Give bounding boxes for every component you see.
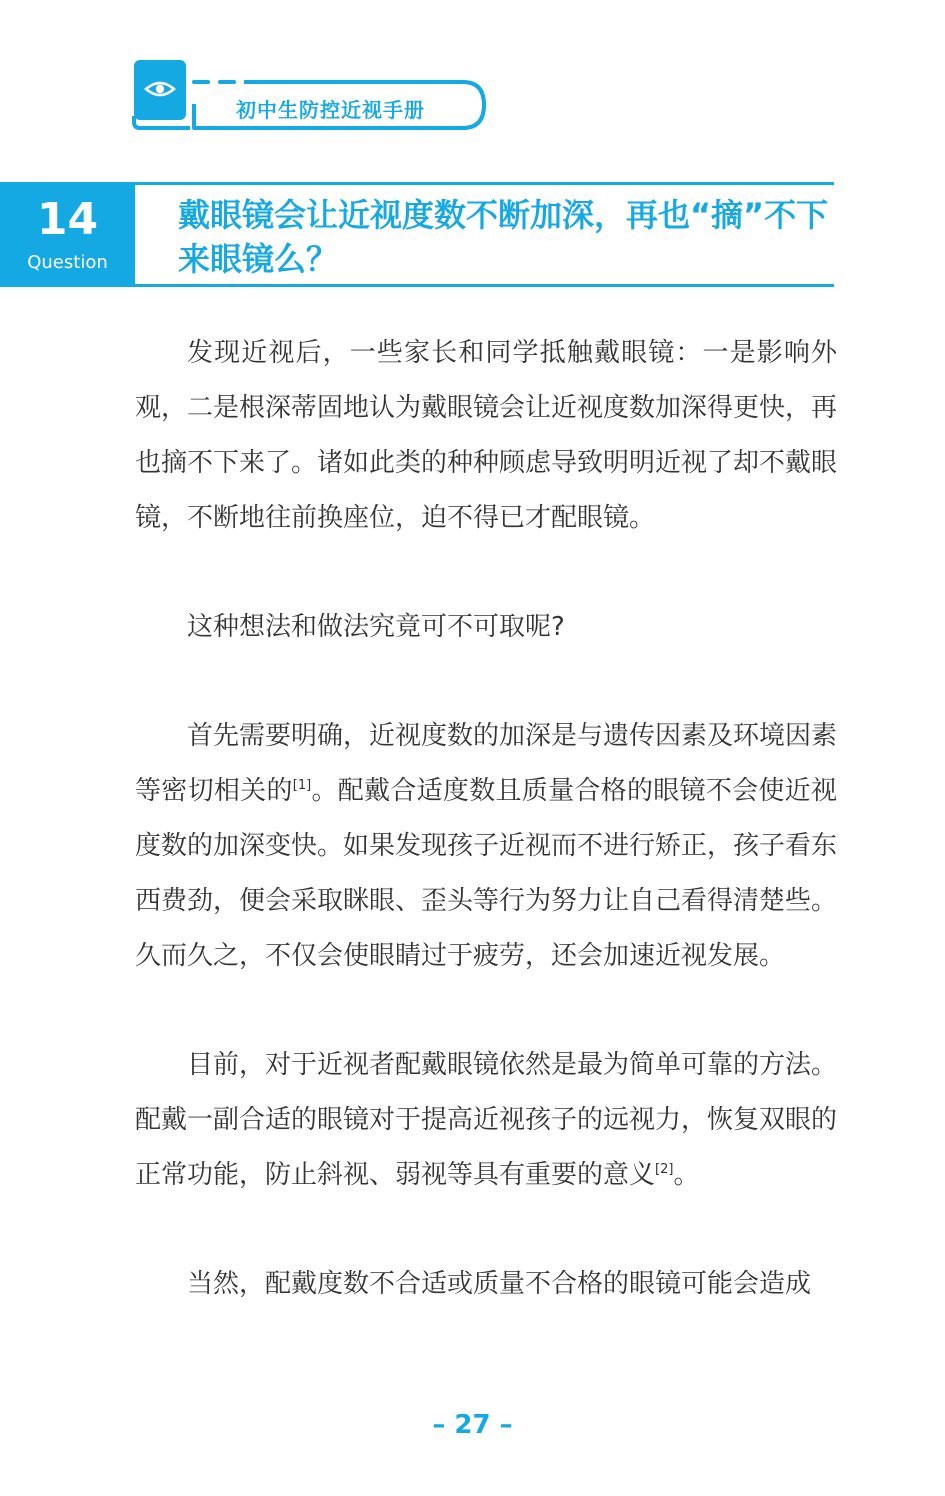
- title-rule-bottom: [135, 284, 834, 287]
- paragraph: 当然，配戴度数不合适或质量不合格的眼镜可能会造成: [187, 1269, 812, 1299]
- paragraph-text: 目前，对于近视者配戴眼镜依然是最为简单可靠的方法。配戴一副合适的眼镜对于提高近视孩子的远视力，恢复双眼的正常功能，防止斜视、弱视等具有重要的意义: [135, 1050, 838, 1190]
- citation-ref: [2]: [655, 1162, 674, 1177]
- running-header: [128, 56, 498, 136]
- question-badge: [0, 182, 135, 287]
- paragraph: [135, 709, 837, 984]
- paragraph-text: 首先需要明确，近视度数的加深是与遗传因素及环境因素等密切相关的: [135, 721, 838, 806]
- paragraph-text: 。: [673, 1160, 700, 1190]
- citation-ref: [1]: [292, 778, 312, 793]
- question-label: Question: [27, 252, 108, 273]
- paragraph: [135, 1038, 837, 1203]
- book-title: 初中生防控近视手册: [236, 98, 425, 122]
- title-rule-top: [135, 182, 834, 185]
- paragraph: 这种想法和做法究竟可不可取呢?: [187, 612, 565, 642]
- page-number: – 27 –: [432, 1410, 513, 1440]
- paragraph-text: 。配戴合适度数且质量合格的眼镜不会使近视度数的加深变快。如果发现孩子近视而不进行矫正，孩子看东西费劲，便会采取眯眼、歪头等行为努力让自己看得清楚些。久而久之，不仅会使眼睛过于疲劳，还会加速近视发展。: [135, 776, 838, 971]
- question-title: 戴眼镜会让近视度数不断加深，再也“摘”不下来眼镜么？: [178, 196, 829, 278]
- article-body: [135, 326, 837, 1366]
- question-number: 14: [36, 194, 99, 245]
- paragraph: 发现近视后，一些家长和同学抵触戴眼镜：一是影响外观，二是根深蒂固地认为戴眼镜会让近视度数加深得更快，再也摘不下来了。诸如此类的种种顾虑导致明明近视了却不戴眼镜，不断地往前换座位，迫不得已才配眼镜。: [135, 338, 838, 533]
